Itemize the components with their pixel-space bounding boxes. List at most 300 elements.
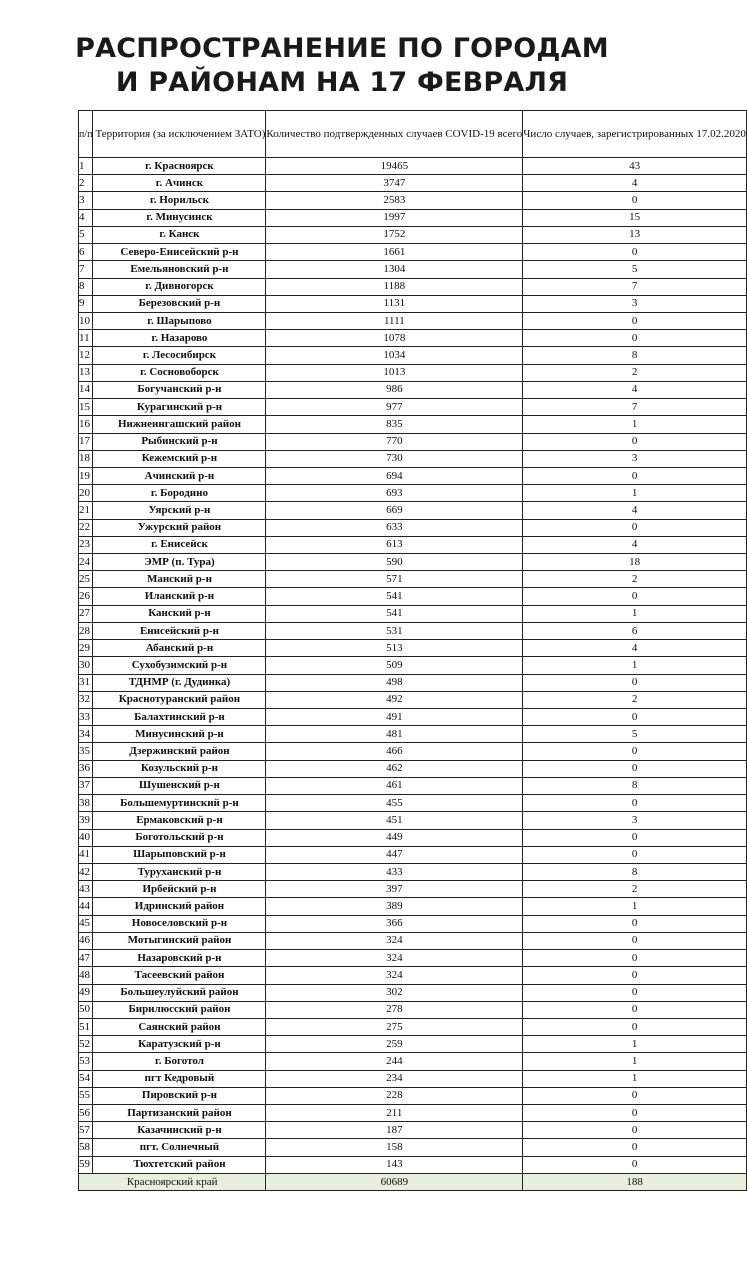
row-number: 39	[79, 812, 93, 829]
total-cases: 302	[266, 984, 523, 1001]
table-row	[79, 915, 747, 932]
new-cases: 3	[523, 295, 747, 312]
row-number: 18	[79, 450, 93, 467]
table-row	[79, 1070, 747, 1087]
territory-name: Большеулуйский район	[93, 984, 266, 1001]
table-row	[79, 1053, 747, 1070]
territory-name: Новоселовский р-н	[93, 915, 266, 932]
new-cases: 8	[523, 347, 747, 364]
new-cases: 3	[523, 812, 747, 829]
territory-name: Назаровский р-н	[93, 950, 266, 967]
new-cases: 0	[523, 519, 747, 536]
table-row	[79, 450, 747, 467]
total-cases: 366	[266, 915, 523, 932]
total-cases: 1034	[266, 347, 523, 364]
new-cases: 0	[523, 1105, 747, 1122]
table-row	[79, 881, 747, 898]
total-cases: 693	[266, 485, 523, 502]
row-number: 7	[79, 261, 93, 278]
new-cases: 0	[523, 312, 747, 329]
table-row	[79, 605, 747, 622]
row-number: 31	[79, 674, 93, 691]
table-row	[79, 244, 747, 261]
territory-name: г. Канск	[93, 226, 266, 243]
total-cases: 158	[266, 1139, 523, 1156]
new-cases: 1	[523, 605, 747, 622]
header-new-cases: Число случаев, зарегистрированных 17.02.2020	[523, 111, 747, 158]
total-cases: 613	[266, 536, 523, 553]
row-number: 35	[79, 743, 93, 760]
row-number: 24	[79, 554, 93, 571]
new-cases: 4	[523, 536, 747, 553]
new-cases: 0	[523, 915, 747, 932]
total-cases: 1188	[266, 278, 523, 295]
territory-name: Дзержинский район	[93, 743, 266, 760]
total-cases: 211	[266, 1105, 523, 1122]
new-cases: 0	[523, 795, 747, 812]
total-cases: 513	[266, 640, 523, 657]
row-number: 59	[79, 1156, 93, 1173]
table-row	[79, 588, 747, 605]
row-number: 4	[79, 209, 93, 226]
new-cases: 0	[523, 1139, 747, 1156]
new-cases: 0	[523, 467, 747, 484]
row-number: 44	[79, 898, 93, 915]
title-line-2: И РАЙОНАМ НА 17 ФЕВРАЛЯ	[115, 67, 569, 98]
territory-name: г. Сосновоборск	[93, 364, 266, 381]
row-number: 29	[79, 640, 93, 657]
total-cases: 1131	[266, 295, 523, 312]
header-num: п/п	[79, 111, 93, 158]
table-row	[79, 829, 747, 846]
table-row	[79, 760, 747, 777]
row-number: 9	[79, 295, 93, 312]
row-number: 36	[79, 760, 93, 777]
table-total-row	[79, 1173, 747, 1190]
table-row	[79, 709, 747, 726]
covid-cases-table	[78, 110, 747, 1191]
total-cases: 977	[266, 399, 523, 416]
table-body	[79, 158, 747, 1174]
territory-name: Партизанский район	[93, 1105, 266, 1122]
new-cases: 1	[523, 485, 747, 502]
total-cases: 541	[266, 605, 523, 622]
new-cases: 4	[523, 381, 747, 398]
new-cases: 4	[523, 640, 747, 657]
new-cases: 4	[523, 175, 747, 192]
total-cases: 228	[266, 1087, 523, 1104]
new-cases: 6	[523, 622, 747, 639]
row-number: 2	[79, 175, 93, 192]
row-number: 17	[79, 433, 93, 450]
row-number: 52	[79, 1036, 93, 1053]
table-row	[79, 657, 747, 674]
row-number: 26	[79, 588, 93, 605]
total-cases: 259	[266, 1036, 523, 1053]
table-row	[79, 502, 747, 519]
row-number: 19	[79, 467, 93, 484]
table-row	[79, 846, 747, 863]
territory-name: Канский р-н	[93, 605, 266, 622]
total-cases: 451	[266, 812, 523, 829]
territory-name: Сухобузимский р-н	[93, 657, 266, 674]
table-row	[79, 433, 747, 450]
row-number: 32	[79, 691, 93, 708]
header-territory: Территория (за исключением ЗАТО)	[93, 111, 266, 158]
row-number: 8	[79, 278, 93, 295]
total-cases: 633	[266, 519, 523, 536]
territory-name: ТДНМР (г. Дудинка)	[93, 674, 266, 691]
row-number: 14	[79, 381, 93, 398]
new-cases: 2	[523, 571, 747, 588]
territory-name: Иланский р-н	[93, 588, 266, 605]
total-cases: 3747	[266, 175, 523, 192]
new-cases: 0	[523, 192, 747, 209]
new-cases: 8	[523, 777, 747, 794]
total-cases: 397	[266, 881, 523, 898]
row-number: 1	[79, 158, 93, 175]
row-number: 45	[79, 915, 93, 932]
row-number: 46	[79, 932, 93, 949]
table-row	[79, 485, 747, 502]
table-row	[79, 175, 747, 192]
new-cases: 0	[523, 1087, 747, 1104]
row-number: 28	[79, 622, 93, 639]
new-cases: 0	[523, 984, 747, 1001]
new-cases: 0	[523, 932, 747, 949]
row-number: 56	[79, 1105, 93, 1122]
new-cases: 0	[523, 1001, 747, 1018]
table-row	[79, 278, 747, 295]
table-row	[79, 622, 747, 639]
total-cases: 389	[266, 898, 523, 915]
total-cases: 770	[266, 433, 523, 450]
table-row	[79, 726, 747, 743]
territory-name: г. Назарово	[93, 330, 266, 347]
territory-name: Минусинский р-н	[93, 726, 266, 743]
table-row	[79, 192, 747, 209]
territory-name: г. Красноярск	[93, 158, 266, 175]
table-row	[79, 330, 747, 347]
row-number: 12	[79, 347, 93, 364]
table-row	[79, 312, 747, 329]
territory-name: Каратузский р-н	[93, 1036, 266, 1053]
total-cases: 433	[266, 863, 523, 880]
territory-name: г. Бородино	[93, 485, 266, 502]
table-row	[79, 399, 747, 416]
total-cases: 1997	[266, 209, 523, 226]
row-number: 6	[79, 244, 93, 261]
new-cases: 7	[523, 278, 747, 295]
territory-name: Богучанский р-н	[93, 381, 266, 398]
total-cases: 143	[266, 1156, 523, 1173]
territory-name: пгт Кедровый	[93, 1070, 266, 1087]
table-row	[79, 519, 747, 536]
table-row	[79, 967, 747, 984]
total-cases: 2583	[266, 192, 523, 209]
territory-name: г. Ачинск	[93, 175, 266, 192]
table-row	[79, 812, 747, 829]
table-row	[79, 536, 747, 553]
total-cases: 986	[266, 381, 523, 398]
territory-name: г. Шарыпово	[93, 312, 266, 329]
territory-name: Ермаковский р-н	[93, 812, 266, 829]
territory-name: г. Норильск	[93, 192, 266, 209]
territory-name: г. Боготол	[93, 1053, 266, 1070]
row-number: 57	[79, 1122, 93, 1139]
row-number: 22	[79, 519, 93, 536]
territory-name: Боготольский р-н	[93, 829, 266, 846]
total-cases: 324	[266, 932, 523, 949]
table-row	[79, 416, 747, 433]
total-cases: 492	[266, 691, 523, 708]
territory-name: Пировский р-н	[93, 1087, 266, 1104]
territory-name: Ирбейский р-н	[93, 881, 266, 898]
territory-name: Саянский район	[93, 1018, 266, 1035]
new-cases: 3	[523, 450, 747, 467]
territory-name: г. Дивногорск	[93, 278, 266, 295]
table-row	[79, 1001, 747, 1018]
total-cases: 244	[266, 1053, 523, 1070]
table-row	[79, 554, 747, 571]
table-row	[79, 1122, 747, 1139]
total-cases: 449	[266, 829, 523, 846]
territory-name: Уярский р-н	[93, 502, 266, 519]
row-number: 25	[79, 571, 93, 588]
new-cases: 1	[523, 1053, 747, 1070]
table-row	[79, 467, 747, 484]
territory-name: ЭМР (п. Тура)	[93, 554, 266, 571]
new-cases: 1	[523, 1036, 747, 1053]
total-cases: 694	[266, 467, 523, 484]
total-cases: 730	[266, 450, 523, 467]
territory-name: г. Минусинск	[93, 209, 266, 226]
territory-name: Шушенский р-н	[93, 777, 266, 794]
new-cases: 0	[523, 244, 747, 261]
table-row	[79, 898, 747, 915]
table-row	[79, 364, 747, 381]
row-number: 38	[79, 795, 93, 812]
row-number: 37	[79, 777, 93, 794]
row-number: 11	[79, 330, 93, 347]
total-label: Красноярский край	[79, 1173, 266, 1190]
row-number: 15	[79, 399, 93, 416]
table-row	[79, 743, 747, 760]
new-cases: 0	[523, 1122, 747, 1139]
total-cases: 187	[266, 1122, 523, 1139]
row-number: 49	[79, 984, 93, 1001]
new-cases: 0	[523, 1018, 747, 1035]
row-number: 47	[79, 950, 93, 967]
total-cases: 275	[266, 1018, 523, 1035]
table-row	[79, 984, 747, 1001]
total-new-value: 188	[523, 1173, 747, 1190]
territory-name: Мотыгинский район	[93, 932, 266, 949]
new-cases: 18	[523, 554, 747, 571]
table-row	[79, 795, 747, 812]
header-total-cases: Количество подтвержденных случаев COVID-19 всего	[266, 111, 523, 158]
territory-name: Шарыповский р-н	[93, 846, 266, 863]
table-row	[79, 381, 747, 398]
territory-name: Нижнеингашский район	[93, 416, 266, 433]
new-cases: 4	[523, 502, 747, 519]
new-cases: 0	[523, 330, 747, 347]
territory-name: Ачинский р-н	[93, 467, 266, 484]
total-cases: 541	[266, 588, 523, 605]
row-number: 13	[79, 364, 93, 381]
row-number: 51	[79, 1018, 93, 1035]
total-cases: 466	[266, 743, 523, 760]
new-cases: 0	[523, 588, 747, 605]
total-cases: 509	[266, 657, 523, 674]
total-cases: 1752	[266, 226, 523, 243]
total-cases: 491	[266, 709, 523, 726]
territory-name: Манский р-н	[93, 571, 266, 588]
territory-name: Казачинский р-н	[93, 1122, 266, 1139]
table-row	[79, 863, 747, 880]
table-row	[79, 777, 747, 794]
row-number: 21	[79, 502, 93, 519]
total-cases: 462	[266, 760, 523, 777]
total-cases: 590	[266, 554, 523, 571]
total-cases: 324	[266, 950, 523, 967]
new-cases: 0	[523, 967, 747, 984]
total-cases: 1078	[266, 330, 523, 347]
row-number: 41	[79, 846, 93, 863]
table-row	[79, 640, 747, 657]
row-number: 33	[79, 709, 93, 726]
row-number: 3	[79, 192, 93, 209]
new-cases: 8	[523, 863, 747, 880]
table-row	[79, 1018, 747, 1035]
total-cases: 571	[266, 571, 523, 588]
new-cases: 0	[523, 829, 747, 846]
territory-name: Туруханский р-н	[93, 863, 266, 880]
total-cases: 324	[266, 967, 523, 984]
table-row	[79, 226, 747, 243]
total-cases: 1304	[266, 261, 523, 278]
new-cases: 15	[523, 209, 747, 226]
row-number: 48	[79, 967, 93, 984]
row-number: 30	[79, 657, 93, 674]
territory-name: Абанский р-н	[93, 640, 266, 657]
table-row	[79, 295, 747, 312]
new-cases: 2	[523, 364, 747, 381]
territory-name: Северо-Енисейский р-н	[93, 244, 266, 261]
row-number: 55	[79, 1087, 93, 1104]
total-cases: 19465	[266, 158, 523, 175]
row-number: 20	[79, 485, 93, 502]
new-cases: 0	[523, 709, 747, 726]
total-cases: 447	[266, 846, 523, 863]
territory-name: Тасеевский район	[93, 967, 266, 984]
table-row	[79, 1036, 747, 1053]
new-cases: 2	[523, 881, 747, 898]
total-cases: 669	[266, 502, 523, 519]
row-number: 34	[79, 726, 93, 743]
row-number: 16	[79, 416, 93, 433]
table-header-row	[79, 111, 747, 158]
territory-name: Козульский р-н	[93, 760, 266, 777]
table-row	[79, 691, 747, 708]
row-number: 50	[79, 1001, 93, 1018]
new-cases: 13	[523, 226, 747, 243]
row-number: 54	[79, 1070, 93, 1087]
table-row	[79, 209, 747, 226]
total-cases: 278	[266, 1001, 523, 1018]
new-cases: 1	[523, 657, 747, 674]
row-number: 53	[79, 1053, 93, 1070]
new-cases: 7	[523, 399, 747, 416]
row-number: 42	[79, 863, 93, 880]
new-cases: 5	[523, 261, 747, 278]
total-cases: 1661	[266, 244, 523, 261]
total-cases: 455	[266, 795, 523, 812]
total-cases: 481	[266, 726, 523, 743]
territory-name: пгт. Солнечный	[93, 1139, 266, 1156]
new-cases: 0	[523, 433, 747, 450]
new-cases: 1	[523, 898, 747, 915]
table-row	[79, 932, 747, 949]
new-cases: 0	[523, 1156, 747, 1173]
territory-name: Рыбинский р-н	[93, 433, 266, 450]
table-row	[79, 347, 747, 364]
table-row	[79, 158, 747, 175]
table-row	[79, 1156, 747, 1173]
page-title	[0, 32, 684, 100]
total-cases: 531	[266, 622, 523, 639]
territory-name: Краснотуранский район	[93, 691, 266, 708]
table-row	[79, 1105, 747, 1122]
territory-name: Ужурский район	[93, 519, 266, 536]
new-cases: 1	[523, 416, 747, 433]
table-row	[79, 261, 747, 278]
row-number: 40	[79, 829, 93, 846]
total-cases: 498	[266, 674, 523, 691]
total-cases: 234	[266, 1070, 523, 1087]
territory-name: г. Лесосибирск	[93, 347, 266, 364]
total-cases-value: 60689	[266, 1173, 523, 1190]
total-cases: 1013	[266, 364, 523, 381]
territory-name: Кежемский р-н	[93, 450, 266, 467]
title-line-1: РАСПРОСТРАНЕНИЕ ПО ГОРОДАМ	[75, 33, 609, 64]
new-cases: 0	[523, 760, 747, 777]
table-row	[79, 950, 747, 967]
territory-name: Балахтинский р-н	[93, 709, 266, 726]
territory-name: г. Енисейск	[93, 536, 266, 553]
territory-name: Идринский район	[93, 898, 266, 915]
new-cases: 0	[523, 674, 747, 691]
total-cases: 1111	[266, 312, 523, 329]
territory-name: Большемуртинский р-н	[93, 795, 266, 812]
new-cases: 43	[523, 158, 747, 175]
row-number: 10	[79, 312, 93, 329]
territory-name: Бирилюсский район	[93, 1001, 266, 1018]
territory-name: Емельяновский р-н	[93, 261, 266, 278]
new-cases: 0	[523, 743, 747, 760]
row-number: 23	[79, 536, 93, 553]
territory-name: Тюхтетский район	[93, 1156, 266, 1173]
table-row	[79, 1139, 747, 1156]
new-cases: 1	[523, 1070, 747, 1087]
total-cases: 835	[266, 416, 523, 433]
table-row	[79, 1087, 747, 1104]
new-cases: 0	[523, 846, 747, 863]
total-cases: 461	[266, 777, 523, 794]
row-number: 27	[79, 605, 93, 622]
row-number: 43	[79, 881, 93, 898]
territory-name: Курагинский р-н	[93, 399, 266, 416]
